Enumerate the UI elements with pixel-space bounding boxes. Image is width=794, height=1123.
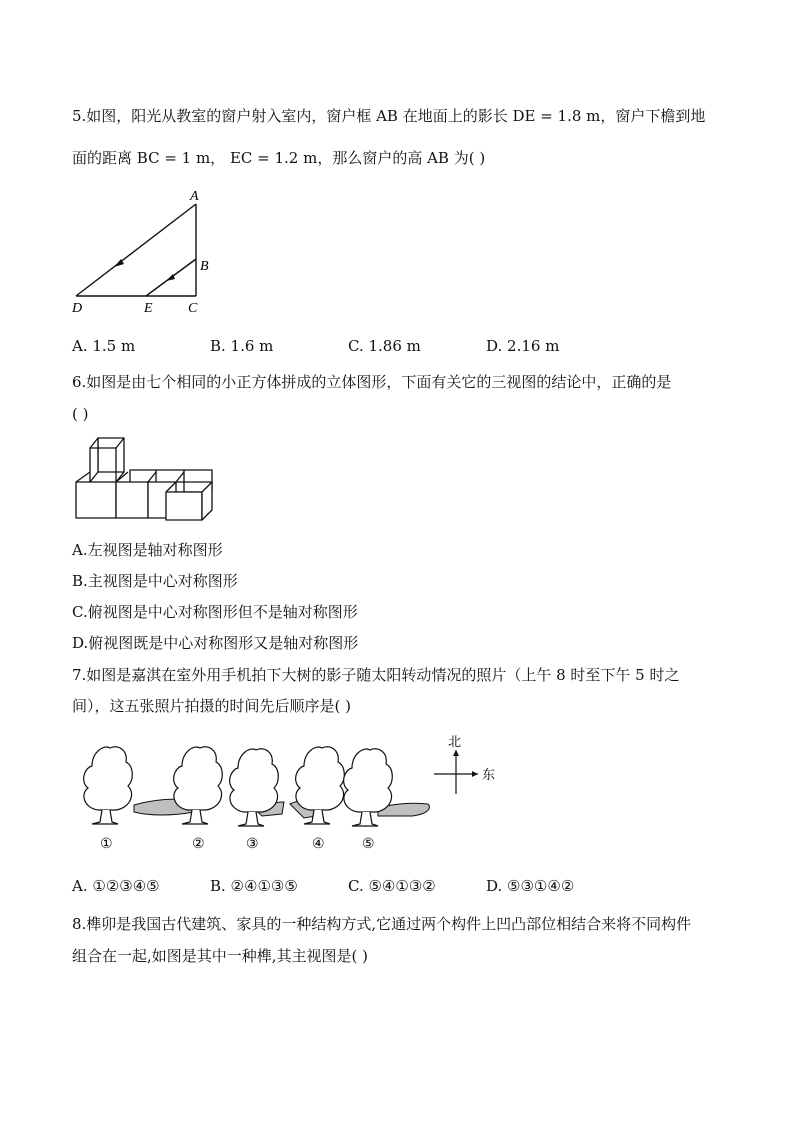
q7-option-c[interactable]: C. ⑤④①③②: [348, 877, 436, 895]
photo-label-3: ③: [246, 837, 259, 852]
q7-stem-line2: 间），这五张照片拍摄的时间先后顺序是( ): [72, 697, 351, 715]
fig-label-d: D: [72, 301, 83, 316]
q5-option-d[interactable]: D. 2.16 m: [486, 337, 560, 355]
compass-north-label: 北: [448, 734, 462, 749]
q8-stem-line1: 8.榫卯是我国古代建筑、家具的一种结构方式,它通过两个构件上凹凸部位相结合来将不同构件: [72, 915, 692, 933]
q5-stem-line1: 5.如图，阳光从教室的窗户射入室内，窗户框 AB 在地面上的影长 DE = 1.8 m，窗户下檐到地: [72, 107, 706, 125]
fig-label-b: B: [200, 259, 209, 274]
q7-option-d[interactable]: D. ⑤③①④②: [486, 877, 575, 895]
photo-label-4: ④: [312, 837, 325, 852]
tree-photo-1: [84, 747, 133, 824]
fig-label-a: A: [190, 189, 199, 204]
photo-label-5: ⑤: [362, 837, 375, 852]
fig-label-e: E: [144, 301, 153, 316]
q7-tree-photos-figure: [72, 732, 512, 857]
q6-option-c[interactable]: C.俯视图是中心对称图形但不是轴对称图形: [72, 603, 358, 621]
q6-option-d[interactable]: D.俯视图既是中心对称图形又是轴对称图形: [72, 634, 359, 652]
q6-cubes-figure: [72, 436, 242, 526]
q7-option-a[interactable]: A. ①②③④⑤: [72, 877, 160, 895]
photo-label-2: ②: [192, 837, 205, 852]
q5-option-c[interactable]: C. 1.86 m: [348, 337, 421, 355]
q7-option-b[interactable]: B. ②④①③⑤: [210, 877, 298, 895]
photo-label-1: ①: [100, 837, 113, 852]
q5-stem-line2: 面的距离 BC = 1 m， EC = 1.2 m，那么窗户的高 AB 为( ): [72, 149, 486, 167]
q6-option-b[interactable]: B.主视图是中心对称图形: [72, 572, 238, 590]
q8-stem-line2: 组合在一起,如图是其中一种榫,其主视图是( ): [72, 947, 369, 965]
q6-option-a[interactable]: A.左视图是轴对称图形: [72, 541, 223, 559]
compass: [434, 750, 478, 794]
q6-stem-line1: 6.如图是由七个相同的小正方体拼成的立体图形，下面有关它的三视图的结论中，正确的是: [72, 373, 672, 391]
q5-triangle-figure: [60, 186, 220, 316]
q6-stem-line2: ( ): [72, 405, 89, 423]
fig-label-c: C: [188, 301, 198, 316]
compass-east-label: 东: [482, 767, 496, 782]
q5-option-a[interactable]: A. 1.5 m: [72, 337, 136, 355]
q5-option-b[interactable]: B. 1.6 m: [210, 337, 274, 355]
q7-stem-line1: 7.如图是嘉淇在室外用手机拍下大树的影子随太阳转动情况的照片（上午 8 时至下午 5 时之: [72, 666, 680, 684]
